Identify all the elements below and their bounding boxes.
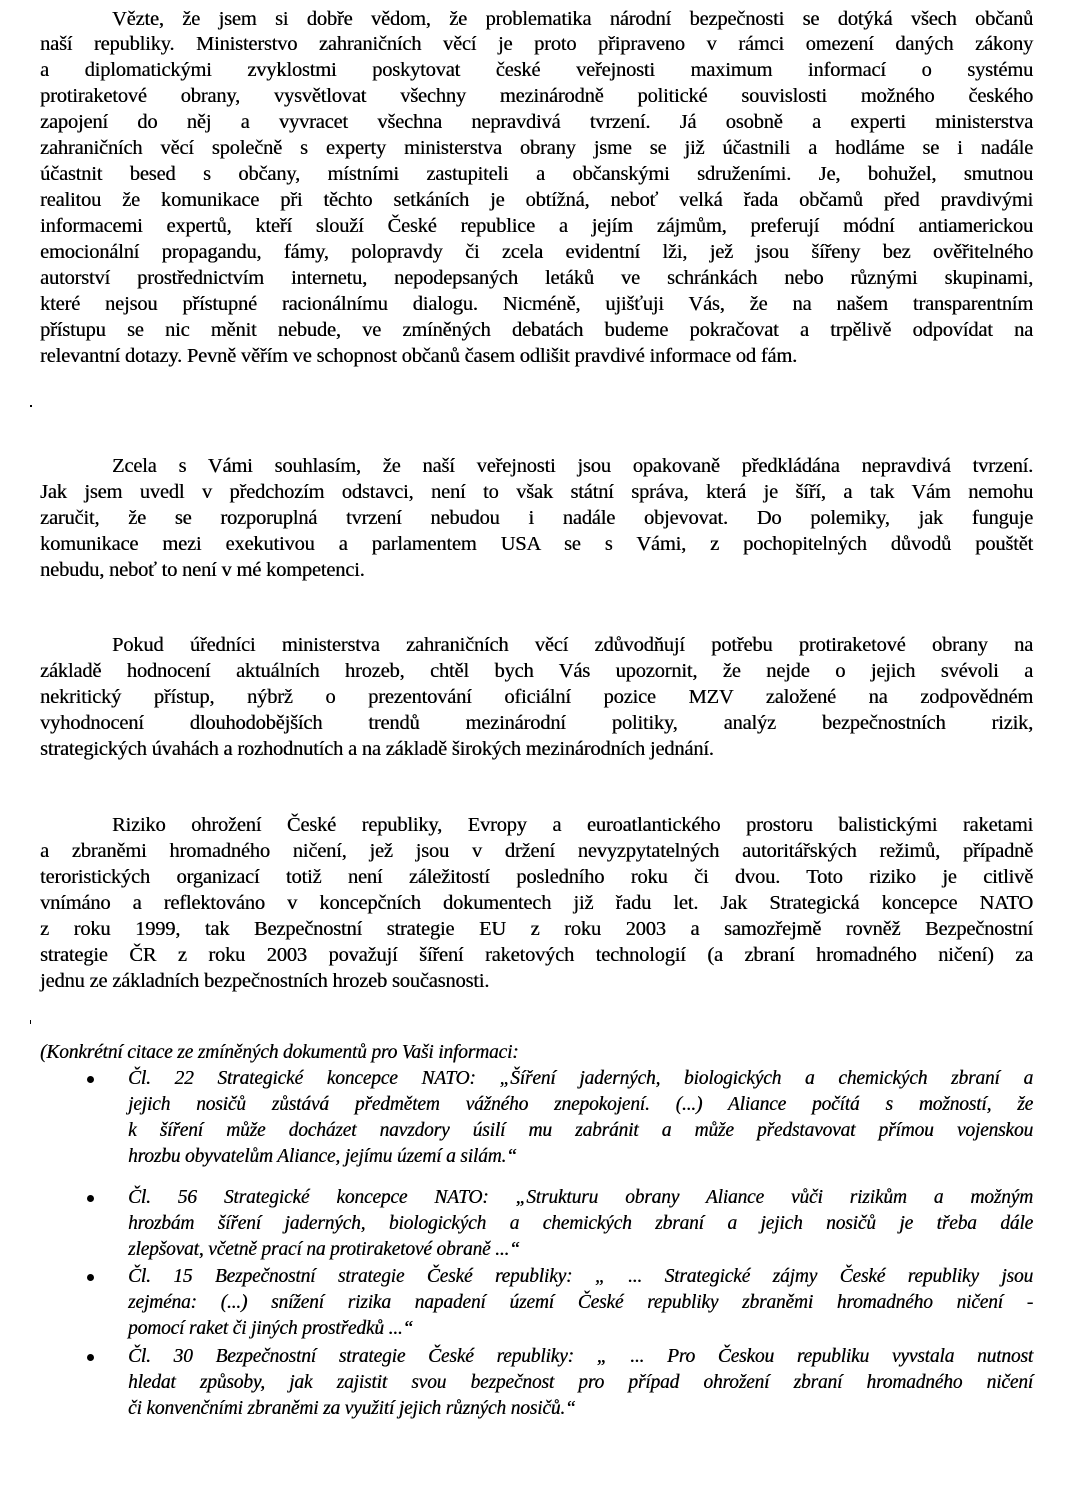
text-line: Vězte, že jsem si dobře vědom, že problematika národní bezpečnosti se dotýká všech občanů — [112, 8, 1033, 30]
text-line: jednu ze základních bezpečnostních hrozeb současnosti. — [40, 970, 490, 992]
text-line: informacemi expertů, kteří slouží České republice a jejím zájmům, preferují módní antiamerickou — [40, 215, 1033, 237]
text-line: a zbraněmi hromadného ničení, jež jsou v držení nevyzpytatelných autoritářských režimů, případně — [40, 840, 1033, 862]
scan-speck — [30, 405, 32, 407]
text-line: vnímáno a reflektováno v koncepčních dokumentech již řadu let. Jak Strategická koncepce NATO — [40, 892, 1033, 914]
text-line: zlepšovat, včetně prací na protiraketové obraně ...“ — [128, 1239, 520, 1260]
text-line: Riziko ohrožení České republiky, Evropy a euroatlantického prostoru balistickými raketami — [112, 814, 1033, 836]
text-line: emocionální propagandu, fámy, polopravdy či zcela evidentní lži, jež jsou šířeny bez ověřitelného — [40, 241, 1033, 263]
text-line: strategických úvahách a rozhodnutích a na základě širokých mezinárodních jednání. — [40, 738, 714, 760]
text-line: Zcela s Vámi souhlasím, že naší veřejnosti jsou opakovaně předkládána nepravdivá tvrzení. — [112, 455, 1033, 477]
text-line: pomocí raket či jiných prostředků ...“ — [128, 1318, 414, 1339]
citations-intro: (Konkrétní citace ze zmíněných dokumentů pro Vaši informaci: — [40, 1042, 519, 1063]
text-line: realitou že komunikace při těchto setkáních je obtížná, neboť velká řada občamů před pravdivými — [40, 189, 1033, 211]
text-line: hrozbu obyvatelům Aliance, jejímu území a silám.“ — [128, 1146, 517, 1167]
bullet-icon — [87, 1195, 94, 1202]
text-line: které nejsou přístupné racionálnímu dialogu. Nicméně, ujišťuji Vás, že na našem transparentním — [40, 293, 1033, 315]
text-line: zaručit, že se rozporuplná tvrzení nebudou i nadále objevovat. Do polemiky, jak funguje — [40, 507, 1033, 529]
text-line: a diplomatickými zvyklostmi poskytovat české veřejnosti maximum informací o systému — [40, 59, 1033, 81]
text-line: hledat způsoby, jak zajistit svou bezpečnost pro případ ohrožení zbraní hromadného ničení — [128, 1372, 1033, 1393]
text-line: teroristických organizací totiž není záležitostí posledního roku či dvou. Toto riziko je citlivě — [40, 866, 1033, 888]
text-line: komunikace mezi exekutivou a parlamentem USA se s Vámi, z pochopitelných důvodů pouštět — [40, 533, 1033, 555]
text-line: účastnit besed s občany, místními zastupiteli a občanskými sdruženími. Je, bohužel, smutnou — [40, 163, 1033, 185]
bullet-icon — [87, 1076, 94, 1083]
bullet-icon — [87, 1354, 94, 1361]
text-line: Čl. 56 Strategické koncepce NATO: „Strukturu obrany Aliance vůči rizikům a možným — [128, 1187, 1033, 1208]
text-line: k šíření může docházet navzdory úsilí mu zabránit a může představovat přímou vojenskou — [128, 1120, 1033, 1141]
scan-speck — [30, 1020, 31, 1024]
text-line: z roku 1999, tak Bezpečnostní strategie EU z roku 2003 a samozřejmě rovněž Bezpečnostní — [40, 918, 1033, 940]
text-line: Čl. 15 Bezpečnostní strategie České republiky: „ ... Strategické zájmy České republiky jsou — [128, 1266, 1033, 1287]
text-line: základě hodnocení aktuálních hrozeb, chtěl bych Vás upozornit, že nejde o jejich svévoli a — [40, 660, 1033, 682]
text-line: jejich nosičů zůstává předmětem vážného znepokojení. (...) Aliance počítá s možností, že — [128, 1094, 1033, 1115]
text-line: zapojení do něj a vyvracet všechna nepravdivá tvrzení. Já osobně a experti ministerstva — [40, 111, 1033, 133]
text-line: či konvenčními zbraněmi za využití jejich různých nosičů.“ — [128, 1398, 576, 1419]
text-line: naší republiky. Ministerstvo zahraničních věcí je proto připraveno v rámci omezení daných zákony — [40, 33, 1033, 55]
text-line: protiraketové obrany, vysvětlovat všechny mezinárodně politické souvislosti možného českého — [40, 85, 1033, 107]
text-line: nebudu, neboť to není v mé kompetenci. — [40, 559, 365, 581]
text-line: Jak jsem uvedl v předchozím odstavci, není to však státní správa, která je šíří, a tak Vám nemohu — [40, 481, 1033, 503]
text-line: nekritický přístup, nýbrž o prezentování oficiální pozice MZV založené na zodpovědném — [40, 686, 1033, 708]
text-line: vyhodnocení dlouhodobějších trendů mezinárodní politiky, analýz bezpečnostních rizik, — [40, 712, 1033, 734]
text-line: přístupu se nic měnit nebude, ve zmíněných debatách budeme pokračovat a trpělivě odpovídat na — [40, 319, 1033, 341]
text-line: Čl. 30 Bezpečnostní strategie České republiky: „ ... Pro Českou republiku vyvstala nutnost — [128, 1346, 1033, 1367]
bullet-icon — [87, 1274, 94, 1281]
text-line: autorství prostřednictvím internetu, nepodepsaných letáků ve schránkách nebo různými skupinami, — [40, 267, 1033, 289]
text-line: Pokud úředníci ministerstva zahraničních věcí zdůvodňují potřebu protiraketové obrany na — [112, 634, 1033, 656]
text-line: zejména: (...) snížení rizika napadení území České republiky zbraněmi hromadného ničení - — [128, 1292, 1033, 1313]
text-line: relevantní dotazy. Pevně věřím ve schopnost občanů časem odlišit pravdivé informace od fám. — [40, 345, 797, 367]
text-line: zahraničních věcí společně s experty ministerstva obrany jsme se již účastnili a hodláme se i nadále — [40, 137, 1033, 159]
text-line: Čl. 22 Strategické koncepce NATO: „Šíření jaderných, biologických a chemických zbraní a — [128, 1068, 1033, 1089]
text-line: strategie ČR z roku 2003 považují šíření raketových technologií (a zbraní hromadného ničení) za — [40, 944, 1033, 966]
text-line: hrozbám šíření jaderných, biologických a chemických zbraní a jejich nosičů je třeba dále — [128, 1213, 1033, 1234]
